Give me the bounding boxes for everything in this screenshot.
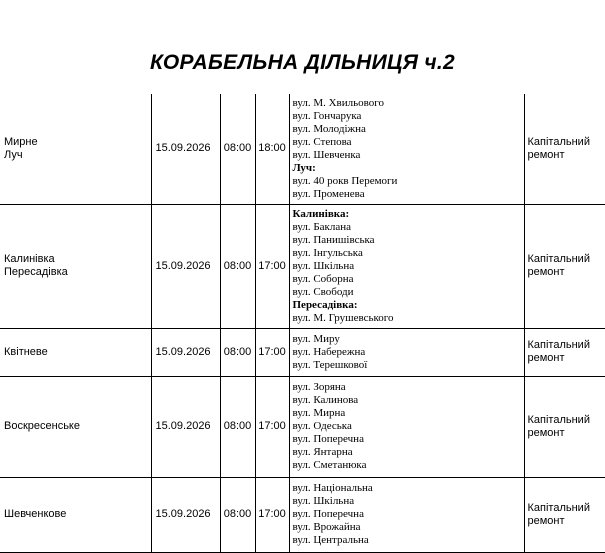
streets-cell xyxy=(289,328,524,376)
street-name: вул. 40 рокв Перемоги xyxy=(293,175,524,188)
street-name: вул. Панишівська xyxy=(293,234,524,247)
reason-text: ремонт xyxy=(528,515,605,528)
street-name: вул. Центральна xyxy=(293,534,524,547)
settlement-name: Мирне xyxy=(4,136,151,149)
street-name: вул. Гончарука xyxy=(293,110,524,123)
street-name: вул. Баклана xyxy=(293,221,524,234)
street-name: вул. Степова xyxy=(293,136,524,149)
streets-cell xyxy=(289,376,524,477)
street-name: вул. Набережна xyxy=(293,346,524,359)
settlement-heading: Калинівка: xyxy=(293,208,524,221)
start-time-cell: 08:00 xyxy=(220,94,255,204)
street-name: вул. Врожайна xyxy=(293,521,524,534)
street-name: вул. М. Грушевського xyxy=(293,312,524,325)
table-row xyxy=(0,328,605,376)
street-name: вул. Інгульська xyxy=(293,247,524,260)
street-name: вул. Соборна xyxy=(293,273,524,286)
date-cell: 15.09.2026 xyxy=(151,328,220,376)
reason-cell xyxy=(524,376,605,477)
street-name: вул. М. Хвильового xyxy=(293,97,524,110)
start-time-cell: 08:00 xyxy=(220,376,255,477)
streets-cell xyxy=(289,204,524,328)
street-name: вул. Миру xyxy=(293,333,524,346)
table-row xyxy=(0,94,605,204)
street-name: вул. Свободи xyxy=(293,286,524,299)
end-time-cell: 17:00 xyxy=(255,477,289,552)
settlement-heading: Пересадівка: xyxy=(293,299,524,312)
reason-cell xyxy=(524,94,605,204)
street-name: вул. Національна xyxy=(293,482,524,495)
reason-text: Капітальний xyxy=(528,502,605,515)
settlement-cell xyxy=(0,94,151,204)
street-name: вул. Калинова xyxy=(293,394,524,407)
reason-text: ремонт xyxy=(528,149,605,162)
settlement-name: Квітневе xyxy=(4,346,151,359)
start-time-cell: 08:00 xyxy=(220,477,255,552)
end-time-cell: 17:00 xyxy=(255,204,289,328)
date-cell: 15.09.2026 xyxy=(151,94,220,204)
street-name: вул. Молодіжна xyxy=(293,123,524,136)
settlement-name: Луч xyxy=(4,149,151,162)
street-name: вул. Шкільна xyxy=(293,260,524,273)
settlement-heading: Луч: xyxy=(293,162,524,175)
street-name: вул. Променева xyxy=(293,188,524,201)
streets-cell xyxy=(289,94,524,204)
date-cell: 15.09.2026 xyxy=(151,376,220,477)
date-cell: 15.09.2026 xyxy=(151,477,220,552)
settlement-cell xyxy=(0,328,151,376)
streets-cell xyxy=(289,477,524,552)
street-name: вул. Янтарна xyxy=(293,446,524,459)
table-row xyxy=(0,376,605,477)
street-name: вул. Терешкової xyxy=(293,359,524,372)
settlement-name: Пересадівка xyxy=(4,266,151,279)
start-time-cell: 08:00 xyxy=(220,328,255,376)
reason-cell xyxy=(524,328,605,376)
reason-text: ремонт xyxy=(528,352,605,365)
street-name: вул. Одеська xyxy=(293,420,524,433)
settlement-name: Калинівка xyxy=(4,253,151,266)
street-name: вул. Поперечна xyxy=(293,433,524,446)
date-cell: 15.09.2026 xyxy=(151,204,220,328)
street-name: вул. Поперечна xyxy=(293,508,524,521)
end-time-cell: 18:00 xyxy=(255,94,289,204)
street-name: вул. Шевченка xyxy=(293,149,524,162)
street-name: вул. Мирна xyxy=(293,407,524,420)
settlement-cell xyxy=(0,376,151,477)
reason-text: ремонт xyxy=(528,266,605,279)
end-time-cell: 17:00 xyxy=(255,328,289,376)
page-title: КОРАБЕЛЬНА ДІЛЬНИЦЯ ч.2 xyxy=(0,51,605,75)
street-name: вул. Сметанюка xyxy=(293,459,524,472)
reason-text: Капітальний xyxy=(528,253,605,266)
reason-cell xyxy=(524,477,605,552)
street-name: вул. Зоряна xyxy=(293,381,524,394)
settlement-cell xyxy=(0,477,151,552)
settlement-name: Воскресенське xyxy=(4,420,151,433)
reason-text: ремонт xyxy=(528,427,605,440)
table-row xyxy=(0,204,605,328)
reason-cell xyxy=(524,204,605,328)
reason-text: Капітальний xyxy=(528,136,605,149)
end-time-cell: 17:00 xyxy=(255,376,289,477)
reason-text: Капітальний xyxy=(528,339,605,352)
settlement-cell xyxy=(0,204,151,328)
settlement-name: Шевченкове xyxy=(4,508,151,521)
street-name: вул. Шкільна xyxy=(293,495,524,508)
start-time-cell: 08:00 xyxy=(220,204,255,328)
reason-text: Капітальний xyxy=(528,414,605,427)
outage-schedule-table xyxy=(0,94,605,553)
table-row xyxy=(0,477,605,552)
